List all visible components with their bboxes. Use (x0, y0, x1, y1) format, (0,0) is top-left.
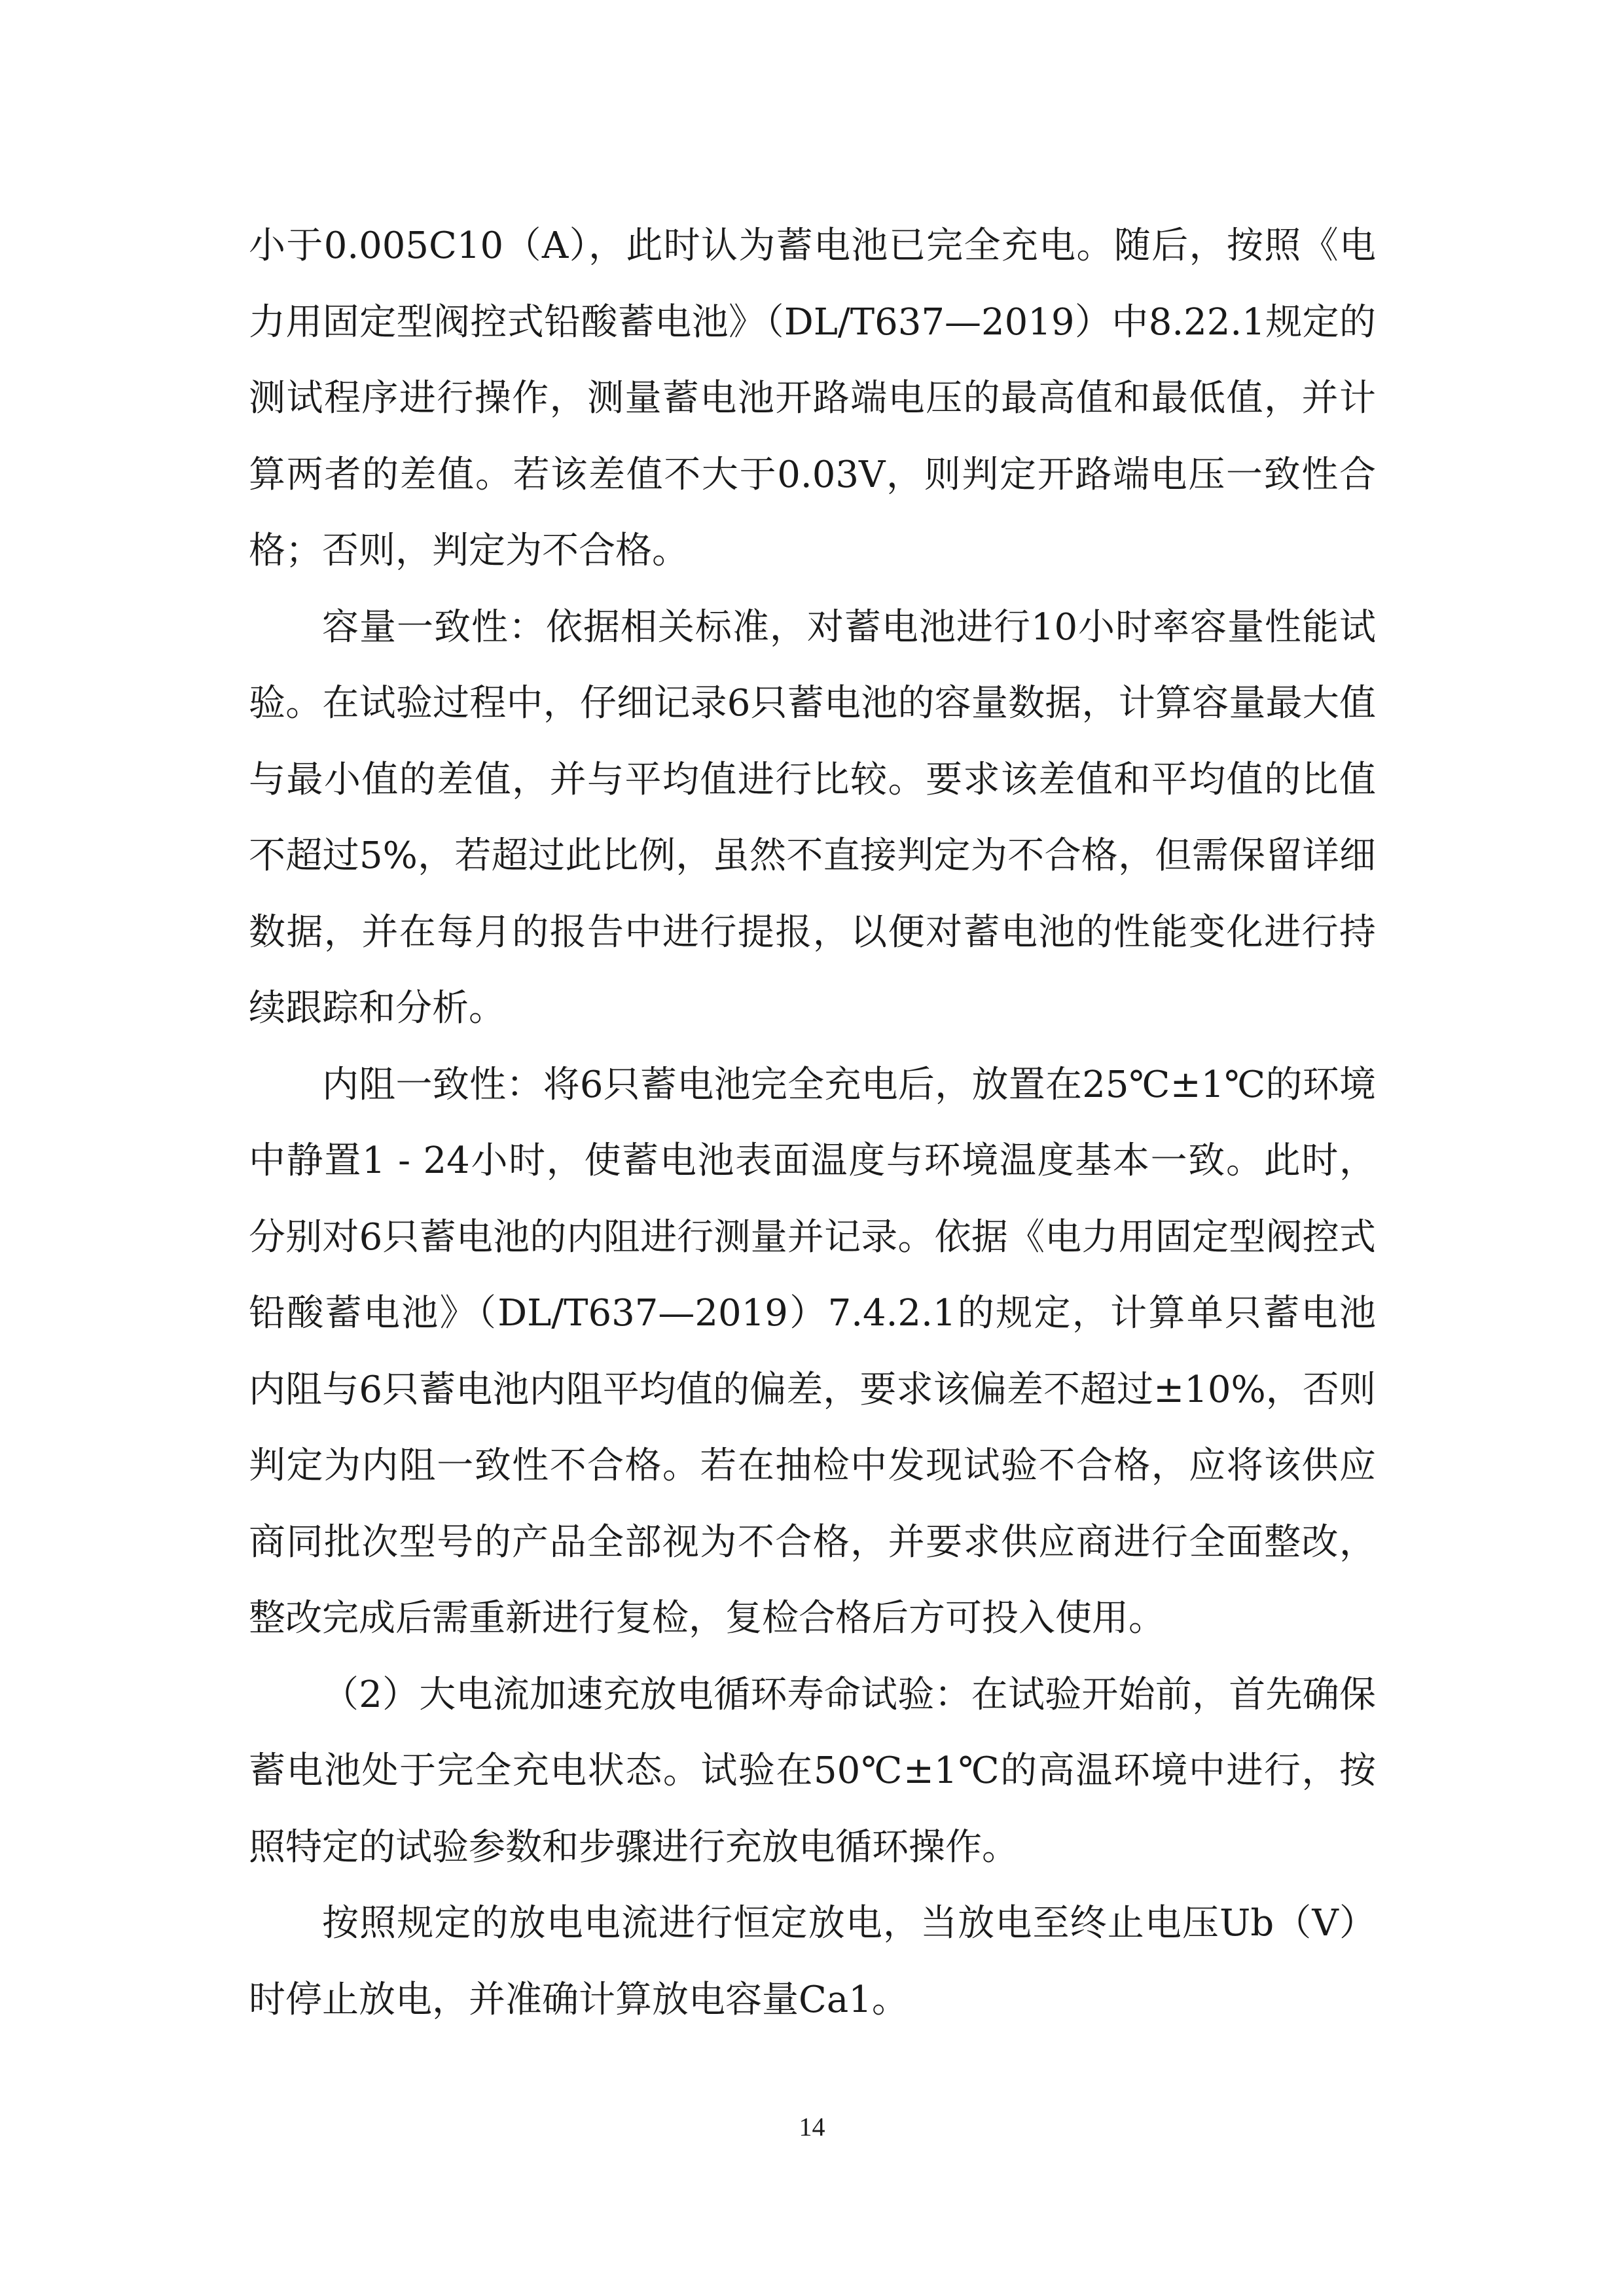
paragraph-cycle-life-test: （2）大电流加速充放电循环寿命试验：在试验开始前，首先确保蓄电池处于完全充电状态。试验在50℃±1℃的高温环境中进行，按照特定的试验参数和步骤进行充放电循环操作。 (249, 1673, 1376, 1869)
paragraph-internal-resistance: 内阻一致性：将6只蓄电池完全充电后，放置在25℃±1℃的环境中静置1 - 24小时，使蓄电池表面温度与环境温度基本一致。此时，分别对6只蓄电池的内阻进行测量并记录。依据《电力用固定型阀控式铅酸蓄电池》（DL/T637—2019）7.4.2.1的规定，计算单只蓄电池内阻与6只蓄电池内阻平均值的偏差，要求该偏差不超过±10%，否则判定为内阻一致性不合格。若在抽检中发现试验不合格，应将该供应商同批次型号的产品全部视为不合格，并要求供应商进行全面整改，整改完成后需重新进行复检，复检合格后方可投入使用。 (249, 1063, 1376, 1640)
paragraph-discharge: 按照规定的放电电流进行恒定放电，当放电至终止电压Ub（V）时停止放电，并准确计算放电容量Ca1。 (249, 1902, 1376, 2021)
paragraph-open-circuit-voltage: 小于0.005C10（A），此时认为蓄电池已完全充电。随后，按照《电力用固定型阀控式铅酸蓄电池》（DL/T637—2019）中8.22.1规定的测试程序进行操作，测量蓄电池开路端电压的最高值和最低值，并计算两者的差值。若该差值不大于0.03V，则判定开路端电压一致性合格；否则，判定为不合格。 (249, 224, 1376, 572)
body-text (249, 208, 1376, 2038)
paragraph-capacity-consistency: 容量一致性：依据相关标准，对蓄电池进行10小时率容量性能试验。在试验过程中，仔细记录6只蓄电池的容量数据，计算容量最大值与最小值的差值，并与平均值进行比较。要求该差值和平均值的比值不超过5%，若超过此比例，虽然不直接判定为不合格，但需保留详细数据，并在每月的报告中进行提报，以便对蓄电池的性能变化进行持续跟踪和分析。 (249, 605, 1376, 1030)
page-number: 14 (799, 2112, 825, 2142)
